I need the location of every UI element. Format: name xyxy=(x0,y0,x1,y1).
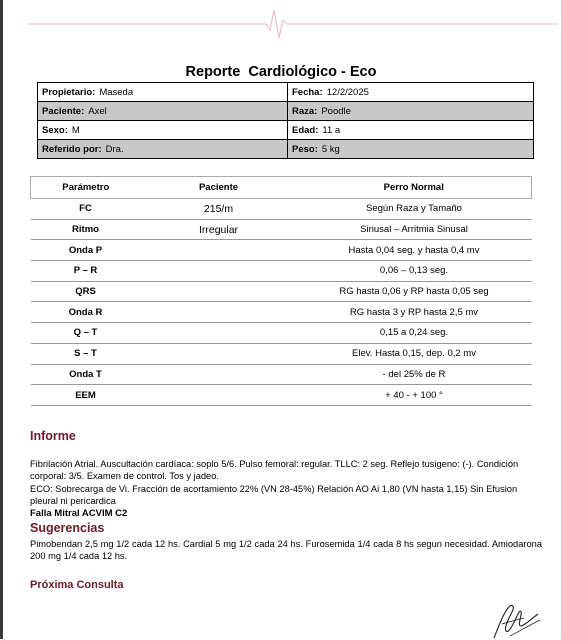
table-row xyxy=(31,240,532,261)
owner-value: Maseda xyxy=(99,86,134,98)
param-patient-value xyxy=(141,302,297,323)
param-name: Onda P xyxy=(31,240,141,261)
weight-value: 5 kg xyxy=(321,143,340,155)
breed-label: Raza: xyxy=(292,105,318,117)
param-patient-value xyxy=(141,343,297,364)
date-value: 12/2/2025 xyxy=(326,86,369,98)
table-row xyxy=(31,281,532,302)
table-row xyxy=(31,199,532,220)
param-normal-value: + 40 - + 100 ° xyxy=(297,385,532,406)
patient-info-table xyxy=(37,82,534,159)
informe-heading: Informe xyxy=(30,429,76,443)
weight-label: Peso: xyxy=(292,143,318,155)
signature-image xyxy=(488,598,544,640)
param-normal-value: - del 25% de R xyxy=(297,364,532,385)
header-paciente: Paciente xyxy=(141,177,297,199)
sex-label: Sexo: xyxy=(42,124,68,136)
param-normal-value: Sinusal – Arritmia Sinusal xyxy=(297,219,532,240)
param-normal-value: 0,15 a 0,24 seg. xyxy=(297,323,532,344)
header-parametro: Parámetro xyxy=(31,177,141,199)
param-name: EEM xyxy=(31,385,141,406)
param-patient-value xyxy=(141,240,297,261)
param-patient-value xyxy=(141,364,297,385)
table-row xyxy=(31,364,532,385)
param-name: QRS xyxy=(31,281,141,302)
table-row xyxy=(31,302,532,323)
breed-value: Poodle xyxy=(321,105,351,117)
info-row xyxy=(38,140,534,159)
table-row xyxy=(31,323,532,344)
param-normal-value: Elev. Hasta 0,15, dep. 0,2 mv xyxy=(297,343,532,364)
proxima-consulta-heading: Próxima Consulta xyxy=(30,579,124,591)
info-row xyxy=(38,83,534,102)
sugerencias-heading: Sugerencias xyxy=(30,521,105,535)
ecg-header-line xyxy=(28,8,558,40)
param-patient-value: Irregular xyxy=(141,219,297,240)
param-patient-value xyxy=(141,281,297,302)
age-label: Edad: xyxy=(292,124,319,136)
param-patient-value xyxy=(141,261,297,282)
owner-label: Propietario: xyxy=(42,86,96,98)
param-normal-value: RG hasta 0,06 y RP hasta 0,05 seg xyxy=(297,281,532,302)
param-patient-value xyxy=(141,385,297,406)
informe-line-1: Fibrilación Atrial. Auscultación cardíaca: soplo 5/6. Pulso femoral: regular. TLLC: 2 seg. Reflejo tusigeno: (-). Condición corporal: 3/5. Examen de control. Tos y jadeo. xyxy=(30,459,519,481)
table-row xyxy=(31,261,532,282)
param-name: Q – T xyxy=(31,323,141,344)
patient-label: Paciente: xyxy=(42,105,85,117)
diagnosis: Falla Mitral ACVIM C2 xyxy=(30,508,128,519)
info-row xyxy=(38,121,534,140)
sugerencias-text: Pimobendan 2,5 mg 1/2 cada 12 hs. Cardial 5 mg 1/2 cada 24 hs. Furosemida 1/4 cada 8 hs segun necesidad. Amiodarona 200 mg 1/4 cada 12 hs. xyxy=(30,539,542,561)
param-name: FC xyxy=(31,199,141,220)
param-name: P – R xyxy=(31,261,141,282)
param-patient-value xyxy=(141,323,297,344)
param-patient-value: 215/m xyxy=(141,199,297,220)
param-normal-value: 0,06 – 0,13 seg. xyxy=(297,261,532,282)
age-value: 11 a xyxy=(322,124,341,136)
info-row xyxy=(38,102,534,121)
param-normal-value: RG hasta 3 y RP hasta 2,5 mv xyxy=(297,302,532,323)
param-name: Onda T xyxy=(31,364,141,385)
table-row xyxy=(31,385,532,406)
referred-value: Dra. xyxy=(105,143,124,155)
param-name: Onda R xyxy=(31,302,141,323)
informe-line-2: ECO: Sobrecarga de Vi. Fracción de acortamiento 22% (VN 28-45%) Relación AO Ai 1,80 (VN hasta 1,15) Sin Efusion pleural ni pericardica xyxy=(30,484,518,506)
date-label: Fecha: xyxy=(292,86,323,98)
patient-value: Axel xyxy=(88,105,107,117)
table-row xyxy=(31,343,532,364)
sex-value: M xyxy=(71,124,80,136)
header-perro-normal: Perro Normal xyxy=(297,177,532,199)
parameters-header-row xyxy=(31,177,532,199)
table-row xyxy=(31,219,532,240)
page-left-border xyxy=(0,0,3,639)
referred-label: Referido por: xyxy=(42,143,102,155)
parameters-table xyxy=(30,176,532,406)
param-name: S – T xyxy=(31,343,141,364)
param-name: Ritmo xyxy=(31,219,141,240)
report-title: Reporte Cardiológico - Eco xyxy=(185,64,377,80)
param-normal-value: Hasta 0,04 seg. y hasta 0,4 mv xyxy=(297,240,532,261)
param-normal-value: Según Raza y Tamaño xyxy=(297,199,532,220)
